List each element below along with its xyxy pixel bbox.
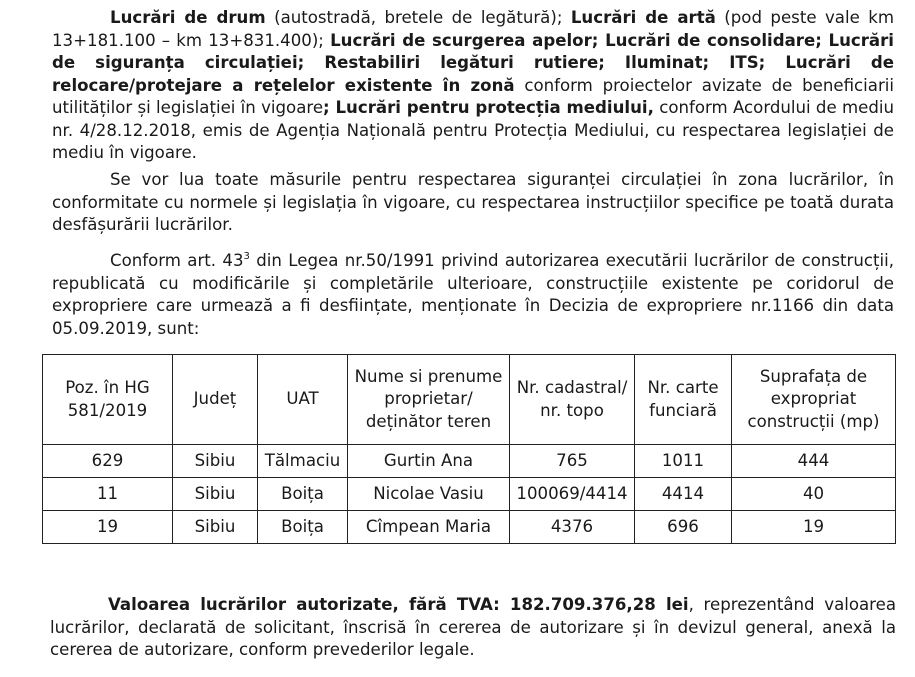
cell-cadastral-number: 100069/4414 — [510, 478, 635, 511]
authorized-value-text: , reprezentând valoarea lucrărilor, declarată de solicitant, înscrisă în cererea de autorizare și în devizul general, anexă la cererea de autorizare, conform prevederilor legale. — [50, 595, 897, 659]
cell-land-book-number: 696 — [635, 511, 732, 544]
art-works-detail: (pod peste vale km 13+181.100 – km 13+831.400); — [52, 8, 894, 50]
works-description-paragraph — [52, 7, 894, 165]
environment-works-label: ; Lucrări pentru protecția mediului, — [323, 98, 654, 117]
header-position: Poz. în HG 581/2019 — [43, 355, 173, 445]
cell-uat: Boița — [258, 478, 348, 511]
header-uat: UAT — [258, 355, 348, 445]
demolition-legal-paragraph — [52, 250, 894, 340]
cell-position: 629 — [43, 445, 173, 478]
art-works-label: Lucrări de artă — [570, 8, 716, 27]
cell-owner-name: Cîmpean Maria — [348, 511, 510, 544]
cell-county: Sibiu — [173, 511, 258, 544]
table-row — [43, 511, 896, 544]
cell-county: Sibiu — [173, 445, 258, 478]
article-superscript: 3 — [243, 251, 250, 262]
cell-position: 11 — [43, 478, 173, 511]
cell-uat: Boița — [258, 511, 348, 544]
cell-expropriated-area: 444 — [732, 445, 896, 478]
cell-cadastral-number: 765 — [510, 445, 635, 478]
utilities-compliance-text: conform proiectelor avizate de beneficiarii utilităților și legislației în vigoare — [52, 75, 894, 117]
header-county: Județ — [173, 355, 258, 445]
expropriation-table — [42, 354, 896, 544]
article-reference: Conform art. 43 — [110, 251, 244, 270]
authorized-value-paragraph — [50, 594, 896, 662]
cell-land-book-number: 1011 — [635, 445, 732, 478]
table-header-row — [43, 355, 896, 445]
environment-agreement-text: conform Acordului de mediu nr. 4/28.12.2018, emis de Agenția Națională pentru Protecția Mediului, cu respectarea legislației de mediu în vigoare. — [52, 98, 894, 162]
cell-expropriated-area: 19 — [732, 511, 896, 544]
cell-uat: Tălmaciu — [258, 445, 348, 478]
header-owner-name: Nume si prenume proprietar/ deținător teren — [348, 355, 510, 445]
other-works-list: Lucrări de scurgerea apelor; Lucrări de consolidare; Lucrări de siguranța circulației; Restabiliri legături rutiere; Iluminat; ITS; Lucrări de relocare/protejare a rețelelor existente în zonă — [52, 30, 895, 95]
road-works-detail: (autostradă, bretele de legătură); — [265, 8, 571, 27]
cell-county: Sibiu — [173, 478, 258, 511]
table-row — [43, 445, 896, 478]
table-row — [43, 478, 896, 511]
road-works-label: Lucrări de drum — [110, 8, 266, 27]
header-land-book-number: Nr. carte funciară — [635, 355, 732, 445]
authorized-value-amount: Valoarea lucrărilor autorizate, fără TVA: 182.709.376,28 lei — [108, 595, 689, 614]
traffic-safety-paragraph: Se vor lua toate măsurile pentru respectarea siguranței circulației în zona lucrărilor, în conformitate cu normele și legislația în vigoare, cu respectarea instrucțiilor specifice pe toată durata desfășurării lucrărilor. — [52, 170, 894, 234]
header-cadastral-number: Nr. cadastral/ nr. topo — [510, 355, 635, 445]
cell-owner-name: Nicolae Vasiu — [348, 478, 510, 511]
cell-cadastral-number: 4376 — [510, 511, 635, 544]
cell-owner-name: Gurtin Ana — [348, 445, 510, 478]
cell-position: 19 — [43, 511, 173, 544]
cell-land-book-number: 4414 — [635, 478, 732, 511]
header-expropriated-area: Suprafața de expropriat construcții (mp) — [732, 355, 896, 445]
cell-expropriated-area: 40 — [732, 478, 896, 511]
demolition-legal-text: din Legea nr.50/1991 privind autorizarea executării lucrărilor de construcții, republicată cu modificările și completările ulterioare, construcțiile existente pe coridorul de expropriere care urmează a fi desființate, menționate în Decizia de expropriere nr.1166 din data 05.09.2019, sunt: — [52, 251, 894, 338]
